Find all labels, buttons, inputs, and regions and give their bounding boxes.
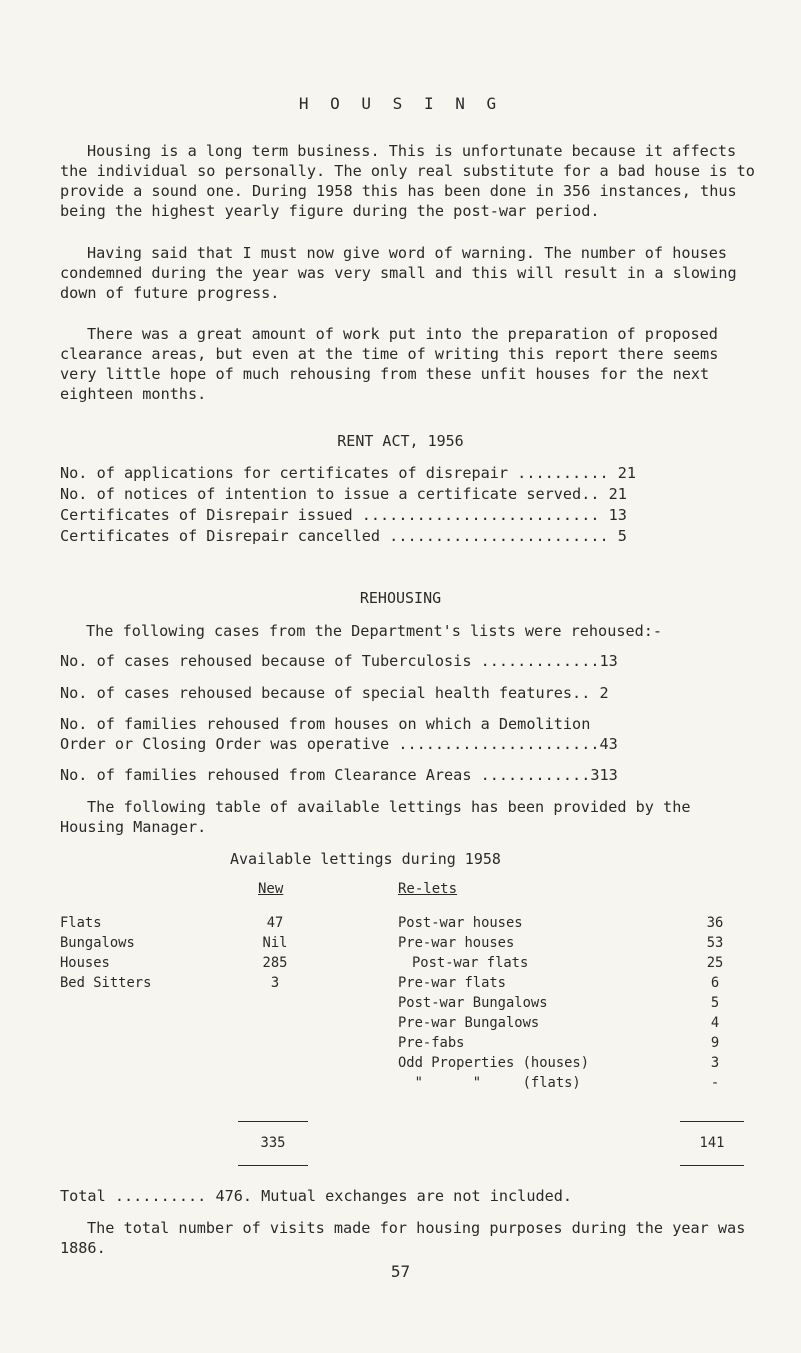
relet-label: " " (flats) xyxy=(398,1075,581,1091)
new-value: 285 xyxy=(262,955,288,971)
new-value: 3 xyxy=(270,975,280,991)
lettings-intro: The following table of available lettings has been provided by the Housing Manager. xyxy=(60,798,691,836)
new-total: 335 xyxy=(260,1135,286,1151)
relet-label: Pre-fabs xyxy=(398,1035,465,1051)
grand-total-line: Total .......... 476. Mutual exchanges are not included. xyxy=(60,1187,573,1205)
new-label: Houses xyxy=(60,955,110,971)
relet-label: Pre-war flats xyxy=(398,975,506,991)
rehousing-intro: The following cases from the Department's lists were rehoused:- xyxy=(86,622,663,640)
new-label: Flats xyxy=(60,915,102,931)
relet-label: Post-war houses xyxy=(398,915,523,931)
paragraph-warning: Having said that I must now give word of warning. The number of houses condemned during the year was very small and this will result in a slowing down of future progress. xyxy=(60,244,737,302)
rent-act-row: Certificates of Disrepair cancelled ........................ 5 xyxy=(60,527,627,545)
new-label: Bungalows xyxy=(60,935,135,951)
rent-act-row: No. of notices of intention to issue a certificate served.. 21 xyxy=(60,485,627,503)
new-column-header: New xyxy=(258,881,284,897)
relet-label: Pre-war houses xyxy=(398,935,515,951)
rehousing-row: No. of families rehoused from houses on which a Demolition xyxy=(60,715,591,733)
lettings-heading: Available lettings during 1958 xyxy=(230,850,501,868)
rehousing-heading: REHOUSING xyxy=(359,589,442,607)
relets-total-top-rule xyxy=(680,1121,744,1122)
rehousing-row: Order or Closing Order was operative ......................43 xyxy=(60,735,618,753)
rent-act-row: Certificates of Disrepair issued .......................... 13 xyxy=(60,506,627,524)
relet-value: - xyxy=(710,1075,720,1091)
new-label: Bed Sitters xyxy=(60,975,152,991)
paragraph-clearance: There was a great amount of work put into the preparation of proposed clearance areas, but even at the time of writing this report there seems very little hope of much rehousing from these unfit houses for the next eighteen months. xyxy=(60,325,719,403)
page-number: 57 xyxy=(390,1262,411,1281)
relet-value: 53 xyxy=(706,935,724,951)
relet-value: 36 xyxy=(706,915,724,931)
paragraph-intro: Housing is a long term business. This is unfortunate because it affects the individual so personally. The only real substitute for a bad house is to provide a sound one. During 1958 this has been done in 356 instances, thus being the highest yearly figure during the post-war period. xyxy=(60,142,755,220)
new-total-top-rule xyxy=(238,1121,308,1122)
relet-value: 5 xyxy=(710,995,720,1011)
rent-act-row: No. of applications for certificates of disrepair .......... 21 xyxy=(60,464,637,482)
rehousing-row: No. of cases rehoused because of special health features.. 2 xyxy=(60,684,609,702)
relet-label: Post-war flats xyxy=(412,955,529,971)
relets-total: 141 xyxy=(699,1135,725,1151)
relet-value: 3 xyxy=(710,1055,720,1071)
relet-label: Pre-war Bungalows xyxy=(398,1015,540,1031)
new-total-bottom-rule xyxy=(238,1165,308,1166)
relet-value: 4 xyxy=(710,1015,720,1031)
rent-act-heading: RENT ACT, 1956 xyxy=(337,432,464,450)
visits-paragraph: The total number of visits made for housing purposes during the year was 1886. xyxy=(60,1219,746,1257)
rehousing-row: No. of families rehoused from Clearance Areas ............313 xyxy=(60,766,618,784)
page-title: H O U S I N G xyxy=(298,94,503,113)
relet-value: 6 xyxy=(710,975,720,991)
relet-value: 25 xyxy=(706,955,724,971)
relet-label: Odd Properties (houses) xyxy=(398,1055,590,1071)
new-value: Nil xyxy=(262,935,288,951)
relets-total-bottom-rule xyxy=(680,1165,744,1166)
new-value: 47 xyxy=(266,915,284,931)
relet-label: Post-war Bungalows xyxy=(398,995,548,1011)
relets-column-header: Re-lets xyxy=(398,881,458,897)
rehousing-row: No. of cases rehoused because of Tuberculosis .............13 xyxy=(60,652,618,670)
relet-value: 9 xyxy=(710,1035,720,1051)
